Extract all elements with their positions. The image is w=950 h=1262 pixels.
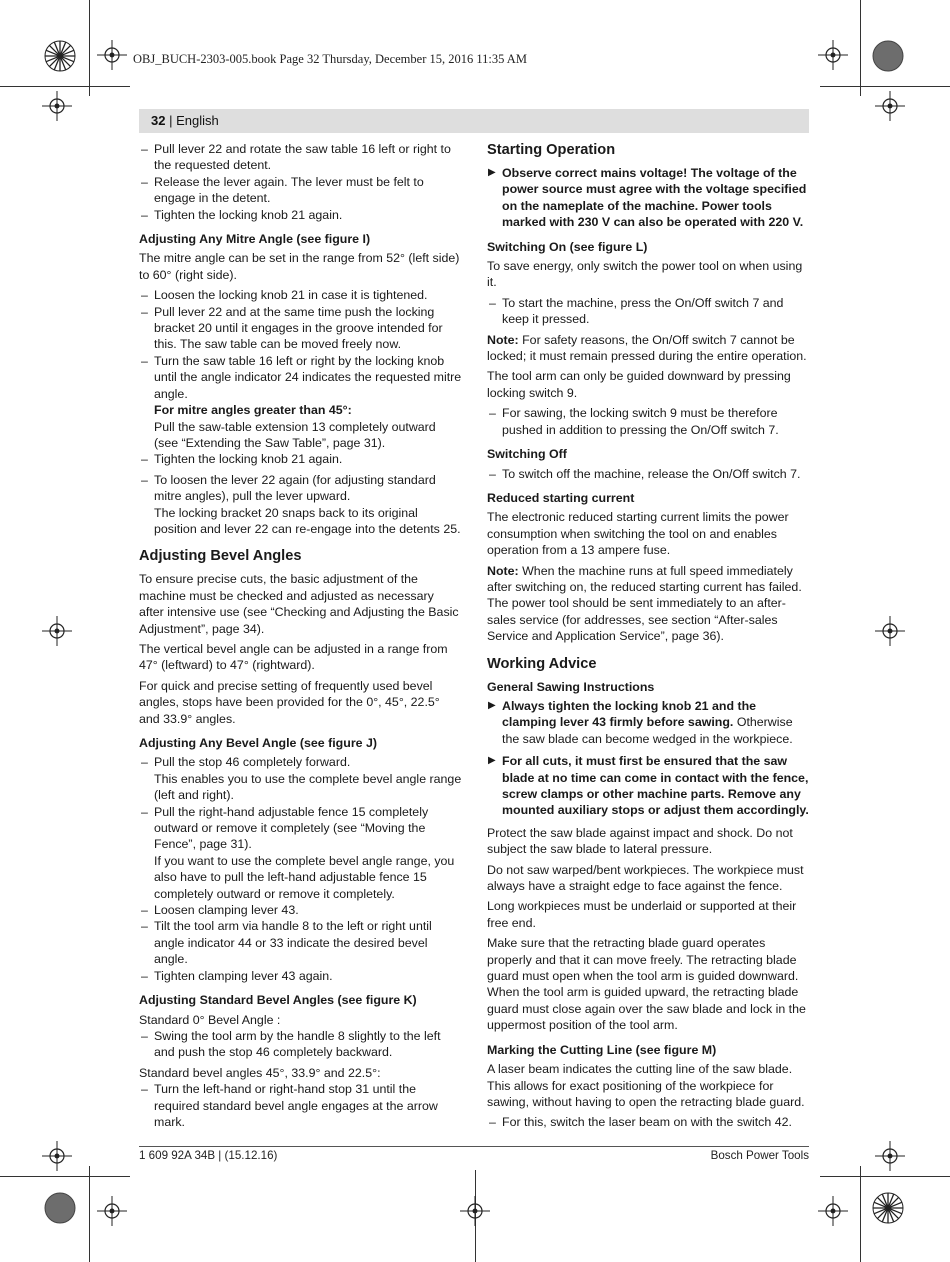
list-item: – Tighten clamping lever 43 again. — [139, 968, 462, 984]
list-item: – Pull lever 22 and at the same time push the locking bracket 20 until it engages in the groove intended for this. The saw table can be moved freely now. — [139, 304, 462, 353]
paragraph: A laser beam indicates the cutting line of the saw blade. This allows for exact positioning of the workpiece for sawing, without having to open the retracting blade guard. — [487, 1062, 805, 1109]
list-item: – To start the machine, press the On/Off switch 7 and keep it pressed. — [487, 295, 809, 328]
section-heading-bevel: Adjusting Bevel Angles — [139, 548, 302, 565]
paragraph: Standard 0° Bevel Angle : — [139, 1012, 281, 1027]
paragraph: Standard bevel angles 45°, 33.9° and 22.5°: — [139, 1065, 381, 1080]
starburst-registration-icon — [872, 1192, 904, 1224]
paragraph: The tool arm can only be guided downward by pressing locking switch 9. — [487, 369, 791, 400]
page-header-text — [151, 113, 219, 128]
section-heading-general-sawing: General Sawing Instructions — [487, 679, 655, 694]
note-label: Note: — [487, 563, 519, 578]
gray-disc-registration-icon — [872, 40, 904, 72]
list-subnote: This enables you to use the complete bevel angle range (left and right). — [154, 771, 462, 803]
list-subnote-label: For mitre angles greater than 45°: — [154, 403, 352, 418]
right-column — [487, 141, 809, 1131]
note-paragraph — [487, 563, 809, 645]
paragraph: Long workpieces must be underlaid or supported at their free end. — [487, 899, 797, 930]
crosshair-registration-icon — [42, 91, 72, 121]
paragraph: The mitre angle can be set in the range from 52° (left side) to 60° (right side). — [139, 251, 460, 282]
paragraph: For quick and precise setting of frequently used bevel angles, stops have been provided for the 0°, 45°, 22.5° and 33.9° angles. — [139, 678, 440, 726]
list-item: – Release the lever again. The lever must be felt to engage in the detent. — [139, 174, 462, 207]
crosshair-registration-icon — [818, 1196, 848, 1226]
list-item: – For this, switch the laser beam on with the switch 42. — [487, 1114, 809, 1130]
crosshair-registration-icon — [875, 1141, 905, 1171]
footer-brand: Bosch Power Tools — [710, 1149, 809, 1162]
section-heading-standard-bevel: Adjusting Standard Bevel Angles (see figure K) — [139, 993, 417, 1008]
paragraph: To ensure precise cuts, the basic adjustment of the machine must be checked and adjusted as necessary after intensive use (see “Checking and Adjusting the Basic Adjustment”, page 34). — [139, 572, 459, 636]
paragraph: To save energy, only switch the power tool on when using it. — [487, 259, 803, 290]
crosshair-registration-icon — [42, 1141, 72, 1171]
list-item: – Loosen the locking knob 21 in case it is tightened. — [139, 287, 462, 303]
footer-rule — [139, 1146, 809, 1147]
warning-note — [487, 753, 809, 819]
header-language: English — [176, 113, 219, 128]
footer-doc-code: 1 609 92A 34B | (15.12.16) — [139, 1149, 278, 1162]
paragraph: Protect the saw blade against impact and shock. Do not subject the saw blade to lateral pressure. — [487, 825, 793, 857]
section-heading-reduced-current: Reduced starting current — [487, 490, 635, 505]
list-item: – Pull lever 22 and rotate the saw table 16 left or right to the requested detent. — [139, 141, 462, 174]
page-header — [139, 109, 809, 133]
warning-text: Observe correct mains voltage! The voltage of the power source must agree with the voltage specified on the nameplate of the machine. Power tools marked with 230 V can also be operated with 220 V. — [502, 166, 807, 230]
list-item: – Tighten the locking knob 21 again. — [139, 451, 462, 467]
list-subnote: If you want to use the complete bevel angle range, you also have to pull the left-hand adjustable fence 15 completely outward or remove it completely. — [154, 853, 455, 901]
paragraph: Do not saw warped/bent workpieces. The workpiece must always have a straight edge to face against the fence. — [487, 862, 804, 894]
crosshair-registration-icon — [97, 1196, 127, 1226]
list-subnote: Pull the saw-table extension 13 completely outward (see “Extending the Saw Table”, page 31). — [154, 419, 436, 450]
paragraph: The vertical bevel angle can be adjusted in a range from 47° (leftward) to 47° (rightward). — [139, 641, 448, 673]
section-heading-mitre: Adjusting Any Mitre Angle (see figure I) — [139, 232, 371, 247]
crosshair-registration-icon — [460, 1196, 490, 1226]
note-text: For safety reasons, the On/Off switch 7 cannot be locked; it must remain pressed during the entire operation. — [487, 332, 807, 364]
list-item: – Tilt the tool arm via handle 8 to the left or right until angle indicator 44 or 33 indicate the desired bevel angle. — [139, 918, 462, 967]
warning-triangle-icon: ▶ — [488, 755, 496, 767]
starburst-registration-icon — [44, 40, 76, 72]
warning-triangle-icon: ▶ — [488, 699, 496, 711]
section-heading-any-bevel: Adjusting Any Bevel Angle (see figure J) — [139, 736, 377, 750]
list-item: – Turn the saw table 16 left or right by the locking knob until the angle indicator 24 indicates the requested mitre angle. — [139, 353, 462, 402]
crosshair-registration-icon — [818, 40, 848, 70]
crosshair-registration-icon — [875, 616, 905, 646]
left-column — [139, 141, 462, 1130]
page-number: 32 — [151, 113, 166, 128]
section-heading-marking: Marking the Cutting Line (see figure M) — [487, 1042, 717, 1057]
note-text: When the machine runs at full speed immediately after switching on, the reduced starting current has failed. The power tool should be sent immediately to an after-sales service (for addresses, see section “After-sales Service and Application Service”, page 36). — [487, 563, 802, 644]
list-item: – Turn the left-hand or right-hand stop 31 until the required standard bevel angle engages at the arrow mark. — [139, 1081, 462, 1130]
warning-note — [487, 698, 809, 747]
header-separator: | — [165, 113, 177, 128]
crosshair-registration-icon — [97, 40, 127, 70]
note-paragraph — [487, 332, 809, 365]
list-item: – For sawing, the locking switch 9 must be therefore pushed in addition to pressing the On/Off switch 7. — [487, 405, 809, 438]
section-heading-switch-off: Switching Off — [487, 447, 567, 462]
warning-note — [487, 165, 809, 231]
crosshair-registration-icon — [42, 616, 72, 646]
list-subnote: The locking bracket 20 snaps back to its original position and lever 22 can re-engage into the detents 25. — [154, 505, 461, 536]
paragraph: Make sure that the retracting blade guard operates properly and that it can move freely. The retracting blade guard must open when the tool arm is guided downward. When the tool arm is guided upward, the retracting blade guard must close again over the saw blade and lock in the uppermost position of the tool arm. — [487, 936, 806, 1033]
list-item: – Pull the stop 46 completely forward. — [139, 754, 462, 770]
warning-triangle-icon: ▶ — [488, 167, 496, 178]
section-heading-working: Working Advice — [487, 655, 597, 672]
warning-text: Always tighten the locking knob 21 and the clamping lever 43 firmly before sawing. — [502, 698, 757, 730]
list-item: – To loosen the lever 22 again (for adjusting standard mitre angles), pull the lever upward. — [139, 472, 462, 505]
paragraph: The electronic reduced starting current limits the power consumption when switching the tool on and enables operation from a 13 ampere fuse. — [487, 510, 789, 558]
warning-text: For all cuts, it must first be ensured that the saw blade at no time can come in contact with the fence, screw clamps or other machine parts. Remove any mounted auxiliary stops or adjust them accordingly. — [502, 754, 809, 818]
section-heading-switch-on: Switching On (see figure L) — [487, 239, 648, 254]
list-item: – To switch off the machine, release the On/Off switch 7. — [487, 466, 809, 482]
list-item: – Pull the right-hand adjustable fence 15 completely outward or remove it completely (see “Moving the Fence”, page 31). — [139, 804, 462, 853]
note-label: Note: — [487, 332, 519, 347]
warning-rest-text: Otherwise the saw blade can become wedged in the workpiece. — [502, 715, 793, 746]
book-file-line: OBJ_BUCH-2303-005.book Page 32 Thursday, December 15, 2016 11:35 AM — [133, 52, 527, 66]
section-heading-starting: Starting Operation — [487, 142, 616, 158]
list-item: – Loosen clamping lever 43. — [139, 902, 462, 918]
list-item: – Tighten the locking knob 21 again. — [139, 207, 462, 223]
gray-disc-registration-icon — [44, 1192, 76, 1224]
list-item: – Swing the tool arm by the handle 8 slightly to the left and push the stop 46 completely backward. — [139, 1028, 462, 1061]
crosshair-registration-icon — [875, 91, 905, 121]
